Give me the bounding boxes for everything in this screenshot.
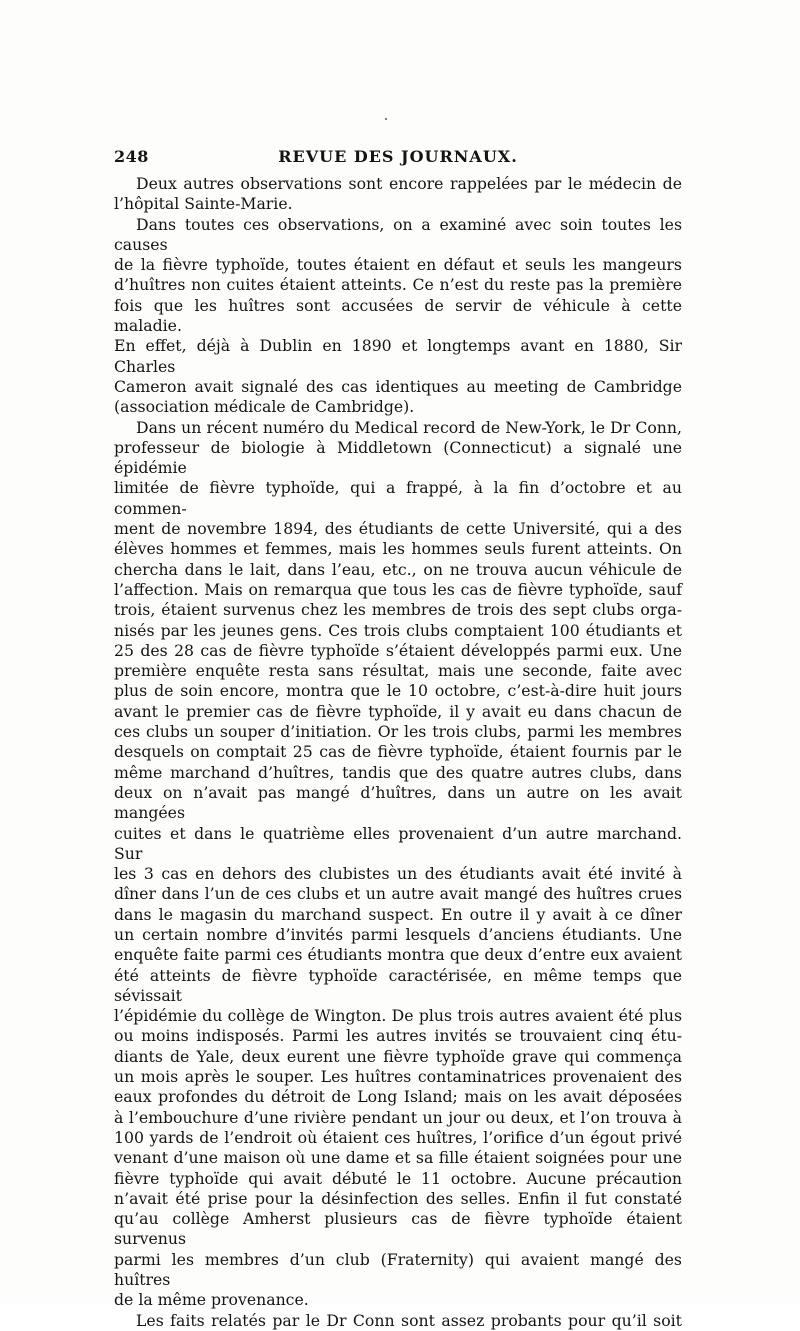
text-line: l’hôpital Sainte-Marie. <box>114 194 293 214</box>
text-line: dîner dans l’un de ces clubs et un autre avait mangé des huîtres crues <box>114 884 682 904</box>
page-number: 248 <box>114 147 149 166</box>
text-line: Dans toutes ces observations, on a examiné avec soin toutes les causes <box>114 214 682 254</box>
text-line: dans le magasin du marchand suspect. En outre il y avait à ce dîner <box>114 904 682 924</box>
text-line: parmi les membres d’un club (Fraternity) qui avaient mangé des huîtres <box>114 1249 682 1290</box>
text-line: professeur de biologie à Middletown (Connecticut) a signalé une épidémie <box>114 437 682 478</box>
text-line: ment de novembre 1894, des étudiants de cette Université, qui a des <box>114 519 682 539</box>
text-line: diants de Yale, deux eurent une fièvre typhoïde grave qui commença <box>114 1046 682 1066</box>
article-body <box>114 174 682 1331</box>
text-line: ces clubs un souper d’initiation. Or les trois clubs, parmi les membres <box>114 722 682 742</box>
text-line: Deux autres observations sont encore rappelées par le médecin de <box>136 174 682 193</box>
page-header <box>114 147 682 171</box>
text-line: les 3 cas en dehors des clubistes un des étudiants avait été invité à <box>114 864 682 884</box>
text-line: de la fièvre typhoïde, toutes étaient en défaut et seuls les mangeurs <box>114 255 682 275</box>
text-line: de la même provenance. <box>114 1290 309 1310</box>
text-line: même marchand d’huîtres, tandis que des quatre autres clubs, dans <box>114 762 682 782</box>
ink-speck <box>385 118 387 120</box>
text-line: 25 des 28 cas de fièvre typhoïde s’étaient développés parmi eux. Une <box>114 640 682 660</box>
text-line: un certain nombre d’invités parmi lesquels d’anciens étudiants. Une <box>114 924 682 944</box>
text-line: En effet, déjà à Dublin en 1890 et longtemps avant en 1880, Sir Charles <box>114 336 682 376</box>
text-line: chercha dans le lait, dans l’eau, etc., on ne trouva aucun véhicule de <box>114 559 682 579</box>
text-line: eaux profondes du détroit de Long Island; mais on les avait déposées <box>114 1087 682 1107</box>
text-line: qu’au collège Amherst plusieurs cas de fièvre typhoïde étaient survenus <box>114 1209 682 1249</box>
text-line: limitée de fièvre typhoïde, qui a frappé, à la fin d’octobre et au commen- <box>114 478 682 518</box>
text-line: fièvre typhoïde qui avait débuté le 11 octobre. Aucune précaution <box>114 1168 682 1188</box>
text-line: l’épidémie du collège de Wington. De plus trois autres avaient été plus <box>114 1006 682 1026</box>
text-line: à l’embouchure d’une rivière pendant un jour ou deux, et l’on trouva à <box>114 1107 682 1127</box>
text-line: un mois après le souper. Les huîtres contaminatrices provenaient des <box>114 1067 682 1087</box>
text-line: cuites et dans le quatrième elles provenaient d’un autre marchand. Sur <box>114 823 682 863</box>
text-line: élèves hommes et femmes, mais les hommes seuls furent atteints. On <box>114 539 682 559</box>
text-line: première enquête resta sans résultat, mais une seconde, faite avec <box>114 661 682 681</box>
text-line: enquête faite parmi ces étudiants montra que deux d’entre eux avaient <box>114 945 682 965</box>
text-line: avant le premier cas de fièvre typhoïde, il y avait eu dans chacun de <box>114 701 682 721</box>
text-line: plus de soin encore, montra que le 10 octobre, c’est-à-dire huit jours <box>114 681 682 701</box>
text-line: été atteints de fièvre typhoïde caractérisée, en même temps que sévissait <box>114 965 682 1005</box>
text-line: venant d’une maison où une dame et sa fille étaient soignées pour une <box>114 1148 682 1168</box>
text-line: deux on n’avait pas mangé d’huîtres, dans un autre on les avait mangées <box>114 782 682 823</box>
text-line: trois, étaient survenus chez les membres de trois des sept clubs orga- <box>114 600 682 620</box>
text-line: desquels on comptait 25 cas de fièvre typhoïde, étaient fournis par le <box>114 742 682 762</box>
text-line: d’huîtres non cuites étaient atteints. Ce n’est du reste pas la première <box>114 275 682 295</box>
text-line: n’avait été prise pour la désinfection des selles. Enfin il fut constaté <box>114 1188 682 1208</box>
text-line: ou moins indisposés. Parmi les autres invités se trouvaient cinq étu- <box>114 1026 682 1046</box>
text-line: Dans un récent numéro du Medical record de New-York, le Dr Conn, <box>136 417 682 437</box>
text-line: l’affection. Mais on remarqua que tous les cas de fièvre typhoïde, sauf <box>114 579 682 599</box>
text-line: nisés par les jeunes gens. Ces trois clubs comptaient 100 étudiants et <box>114 620 682 640</box>
text-line: (association médicale de Cambridge). <box>114 397 415 417</box>
text-line: Cameron avait signalé des cas identiques au meeting de Cambridge <box>114 376 682 396</box>
text-line: Les faits relatés par le Dr Conn sont assez probants pour qu’il soit <box>136 1310 682 1330</box>
text-line: fois que les huîtres sont accusées de servir de véhicule à cette maladie. <box>114 295 682 336</box>
text-line: 100 yards de l’endroit où étaient ces huîtres, l’orifice d’un égout privé <box>114 1127 682 1147</box>
running-title: REVUE DES JOURNAUX. <box>278 147 518 166</box>
